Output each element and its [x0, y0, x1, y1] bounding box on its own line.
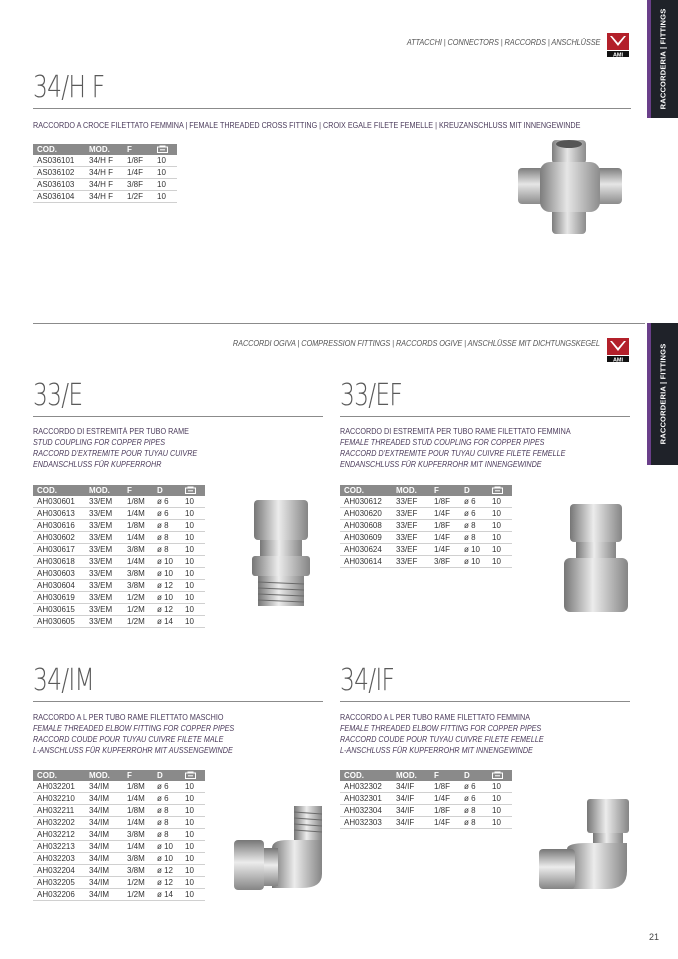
product-image-female-stud-coupling [562, 502, 630, 619]
table-row [33, 793, 205, 805]
col-header: COD. [340, 485, 392, 496]
table-cell: 34/H F [85, 155, 123, 167]
table-cell: 1/4M [123, 508, 153, 520]
table-cell: 33/EF [392, 556, 430, 568]
table-cell: 1/8M [123, 496, 153, 508]
table-cell: 3/8F [123, 179, 153, 191]
col-header: MOD. [85, 485, 123, 496]
col-header-pack [488, 770, 512, 781]
table-cell: 1/8F [430, 805, 460, 817]
table-header-row [33, 770, 205, 781]
table-cell: 34/IM [85, 865, 123, 877]
table-cell: 1/2M [123, 592, 153, 604]
table-cell: AH030618 [33, 556, 85, 568]
table-cell: 33/EM [85, 532, 123, 544]
col-header: D [153, 770, 181, 781]
side-tab-middle [647, 323, 678, 465]
table-cell: AH030612 [340, 496, 392, 508]
col-header-pack [153, 144, 177, 155]
table-cell: 3/8M [123, 544, 153, 556]
table-cell: 10 [181, 805, 205, 817]
table-cell: AH030608 [340, 520, 392, 532]
table-cell: 3/8M [123, 865, 153, 877]
table-cell: ø 10 [153, 841, 181, 853]
description-34hf [33, 120, 580, 131]
table-cell: 10 [488, 496, 512, 508]
table-cell: 10 [181, 496, 205, 508]
table-cell: 10 [181, 841, 205, 853]
table-cell: 10 [181, 508, 205, 520]
table-cell: 10 [181, 616, 205, 628]
table-cell: AH032204 [33, 865, 85, 877]
col-header: D [460, 485, 488, 496]
table-cell: 34/IM [85, 889, 123, 901]
table-cell: 10 [181, 853, 205, 865]
table-cell: 33/EM [85, 520, 123, 532]
table-cell: 1/2M [123, 616, 153, 628]
table-cell: 33/EM [85, 508, 123, 520]
table-row [33, 781, 205, 793]
table-row [33, 520, 205, 532]
table-cell: 33/EF [392, 520, 430, 532]
description-34if [340, 712, 544, 756]
table-cell: 1/2F [123, 191, 153, 203]
table-cell: ø 6 [460, 508, 488, 520]
table-cell: ø 8 [460, 532, 488, 544]
table-row [33, 805, 205, 817]
col-header: MOD. [85, 144, 123, 155]
table-cell: 10 [181, 793, 205, 805]
page-number: 21 [649, 932, 660, 942]
table-row [33, 496, 205, 508]
description-line: RACCORDO A L PER TUBO RAME FILETTATO MASCHIO [33, 713, 224, 722]
table-cell: AH032213 [33, 841, 85, 853]
description-line: RACCORD D'EXTREMITE POUR TUYAU CUIVRE [33, 449, 198, 458]
svg-text:AMI: AMI [612, 357, 624, 364]
table-cell: AH030603 [33, 568, 85, 580]
table-cell: ø 8 [153, 520, 181, 532]
table-cell: 1/8F [430, 781, 460, 793]
spec-table-34im [33, 770, 205, 901]
table-cell: AS036102 [33, 167, 85, 179]
description-34im [33, 712, 234, 756]
table-cell: 10 [181, 544, 205, 556]
table-cell: 33/EM [85, 592, 123, 604]
table-cell: 33/EM [85, 544, 123, 556]
table-cell: AH032212 [33, 829, 85, 841]
col-header: MOD. [392, 770, 430, 781]
table-cell: ø 8 [153, 805, 181, 817]
table-cell: 10 [181, 520, 205, 532]
table-cell: 34/IM [85, 829, 123, 841]
table-row [340, 496, 512, 508]
spec-table-33e [33, 485, 205, 628]
table-cell: 34/H F [85, 167, 123, 179]
table-cell: 10 [488, 520, 512, 532]
table-cell: AH030614 [340, 556, 392, 568]
table-cell: AH030615 [33, 604, 85, 616]
table-cell: 1/8F [430, 520, 460, 532]
table-row [340, 556, 512, 568]
table-cell: 34/IF [392, 781, 430, 793]
table-cell: 10 [181, 592, 205, 604]
product-image-stud-coupling [248, 498, 314, 615]
table-cell: 1/8M [123, 520, 153, 532]
table-header-row [33, 144, 177, 155]
table-row [340, 817, 512, 829]
table-cell: 34/IM [85, 877, 123, 889]
table-cell: 10 [488, 508, 512, 520]
table-cell: ø 8 [153, 544, 181, 556]
table-cell: 1/4M [123, 556, 153, 568]
table-cell: 10 [488, 781, 512, 793]
table-cell: AH030601 [33, 496, 85, 508]
table-cell: AS036101 [33, 155, 85, 167]
table-row [33, 817, 205, 829]
table-cell: 1/4F [430, 817, 460, 829]
svg-text:AMI: AMI [612, 52, 624, 59]
pack-icon [492, 486, 503, 496]
table-cell: 34/H F [85, 191, 123, 203]
table-cell: ø 14 [153, 889, 181, 901]
table-cell: AH032203 [33, 853, 85, 865]
table-cell: AH032202 [33, 817, 85, 829]
table-cell: 34/IF [392, 805, 430, 817]
col-header-pack [181, 770, 205, 781]
table-row [33, 568, 205, 580]
table-row [340, 544, 512, 556]
table-cell: AH030619 [33, 592, 85, 604]
description-line: FEMALE THREADED ELBOW FITTING FOR COPPER PIPES [33, 724, 235, 733]
col-header: MOD. [85, 770, 123, 781]
table-cell: 1/4M [123, 532, 153, 544]
table-cell: 10 [181, 556, 205, 568]
table-row [33, 532, 205, 544]
table-cell: AH032303 [340, 817, 392, 829]
table-cell: ø 10 [153, 853, 181, 865]
table-row [33, 155, 177, 167]
table-cell: 34/H F [85, 179, 123, 191]
table-row [33, 829, 205, 841]
table-cell: 10 [181, 889, 205, 901]
pack-icon [492, 771, 503, 781]
col-header: F [123, 485, 153, 496]
table-cell: ø 12 [153, 580, 181, 592]
pack-icon [185, 486, 196, 496]
description-33e [33, 426, 197, 470]
side-tab-label: RACCORDERIA | FITTINGS [658, 343, 667, 445]
table-cell: 1/4M [123, 841, 153, 853]
table-header-row [340, 485, 512, 496]
table-cell: 1/2M [123, 877, 153, 889]
table-cell: AH030609 [340, 532, 392, 544]
table-cell: 3/8M [123, 580, 153, 592]
table-cell: AS036103 [33, 179, 85, 191]
table-cell: ø 8 [460, 805, 488, 817]
description-33ef [340, 426, 571, 470]
description-line: RACCORDO DI ESTREMITÀ PER TUBO RAME FILETTATO FEMMINA [340, 427, 571, 436]
table-row [340, 520, 512, 532]
title-rule [33, 701, 323, 702]
table-cell: 10 [181, 580, 205, 592]
category-line-top: ATTACCHI | CONNECTORS | RACCORDS | ANSCHLÜSSE [406, 38, 600, 47]
table-cell: ø 10 [153, 592, 181, 604]
brand-logo-middle [604, 337, 632, 363]
col-header: F [123, 770, 153, 781]
product-image-cross-fitting [518, 140, 622, 239]
table-cell: 10 [488, 544, 512, 556]
table-row [33, 604, 205, 616]
table-cell: 33/EF [392, 496, 430, 508]
description-line: L-ANSCHLUSS FÜR KUPFERROHR MIT INNENGEWINDE [340, 746, 533, 755]
table-cell: 34/IM [85, 781, 123, 793]
table-cell: 34/IM [85, 805, 123, 817]
table-cell: 10 [181, 604, 205, 616]
description-line: RACCORDO DI ESTREMITÀ PER TUBO RAME [33, 427, 189, 436]
table-row [33, 616, 205, 628]
table-cell: ø 6 [153, 508, 181, 520]
table-row [33, 865, 205, 877]
table-row [340, 532, 512, 544]
table-cell: ø 6 [153, 496, 181, 508]
table-cell: AH032206 [33, 889, 85, 901]
table-row [33, 191, 177, 203]
description-line: STUD COUPLING FOR COPPER PIPES [33, 438, 166, 447]
col-header-pack [181, 485, 205, 496]
table-row [340, 793, 512, 805]
table-cell: ø 6 [460, 793, 488, 805]
table-cell: ø 6 [460, 496, 488, 508]
table-cell: 10 [181, 532, 205, 544]
table-cell: 3/8F [430, 556, 460, 568]
table-cell: AH030617 [33, 544, 85, 556]
table-cell: 10 [488, 817, 512, 829]
table-cell: 10 [488, 793, 512, 805]
model-title-34im: 34/IM [33, 663, 94, 698]
table-cell: 10 [181, 877, 205, 889]
table-cell: ø 10 [460, 544, 488, 556]
table-cell: ø 8 [153, 817, 181, 829]
table-cell: 34/IM [85, 853, 123, 865]
title-rule [340, 701, 630, 702]
table-cell: 10 [488, 532, 512, 544]
model-title-33e: 33/E [33, 378, 83, 413]
table-cell: 1/4F [430, 544, 460, 556]
table-cell: ø 6 [153, 793, 181, 805]
pack-icon [157, 145, 168, 155]
table-cell: ø 14 [153, 616, 181, 628]
table-cell: AH030620 [340, 508, 392, 520]
table-cell: ø 6 [460, 781, 488, 793]
table-cell: 33/EF [392, 508, 430, 520]
table-cell: 34/IM [85, 841, 123, 853]
table-cell: 1/4F [430, 532, 460, 544]
table-cell: AH032304 [340, 805, 392, 817]
title-rule [340, 416, 630, 417]
description-line: FEMALE THREADED ELBOW FITTING FOR COPPER PIPES [340, 724, 542, 733]
table-cell: ø 12 [153, 877, 181, 889]
table-cell: 33/EM [85, 604, 123, 616]
table-cell: 33/EM [85, 616, 123, 628]
col-header: F [430, 485, 460, 496]
table-cell: 33/EF [392, 544, 430, 556]
table-cell: AH030605 [33, 616, 85, 628]
table-cell: 10 [181, 781, 205, 793]
model-title-34hf: 34/H F [33, 70, 105, 105]
col-header: F [430, 770, 460, 781]
table-row [33, 167, 177, 179]
table-row [340, 805, 512, 817]
model-title-33ef: 33/EF [340, 378, 403, 413]
description-line: FEMALE THREADED STUD COUPLING FOR COPPER PIPES [340, 438, 545, 447]
model-title-34if: 34/IF [340, 663, 395, 698]
table-cell: ø 8 [153, 829, 181, 841]
table-cell: AH030616 [33, 520, 85, 532]
table-cell: AH030624 [340, 544, 392, 556]
table-row [33, 556, 205, 568]
table-row [33, 508, 205, 520]
table-cell: AH032201 [33, 781, 85, 793]
col-header: COD. [33, 770, 85, 781]
table-cell: 10 [153, 191, 177, 203]
table-row [340, 781, 512, 793]
pack-icon [185, 771, 196, 781]
col-header: COD. [340, 770, 392, 781]
table-cell: ø 10 [460, 556, 488, 568]
table-cell: 1/4F [430, 793, 460, 805]
table-cell: 3/8M [123, 829, 153, 841]
spec-table-34hf [33, 144, 177, 203]
description-line: ENDANSCHLUSS FÜR KUPFERROHR [33, 460, 162, 469]
table-cell: ø 12 [153, 865, 181, 877]
col-header: COD. [33, 144, 85, 155]
table-cell: 1/2M [123, 889, 153, 901]
table-cell: AH032211 [33, 805, 85, 817]
col-header-pack [488, 485, 512, 496]
table-cell: 10 [181, 568, 205, 580]
description-line: RACCORD COUDE POUR TUYAU CUIVRE FILETE MALE [33, 735, 224, 744]
table-cell: 1/4M [123, 817, 153, 829]
table-cell: 34/IM [85, 817, 123, 829]
table-cell: 10 [488, 556, 512, 568]
table-row [33, 592, 205, 604]
table-cell: ø 10 [153, 556, 181, 568]
table-cell: ø 8 [460, 520, 488, 532]
category-line-middle: RACCORDI OGIVA | COMPRESSION FITTINGS | RACCORDS OGIVE | ANSCHLÜSSE MIT DICHTUNGSKEGEL [233, 339, 600, 348]
table-cell: AH032205 [33, 877, 85, 889]
description-line: RACCORD D'EXTREMITE POUR TUYAU CUIVRE FILETE FEMELLE [340, 449, 566, 458]
table-cell: 1/8F [430, 496, 460, 508]
col-header: D [460, 770, 488, 781]
table-cell: ø 12 [153, 604, 181, 616]
title-rule [33, 108, 631, 109]
table-cell: 34/IM [85, 793, 123, 805]
description-line: RACCORDO A L PER TUBO RAME FILETTATO FEMMINA [340, 713, 531, 722]
product-image-male-elbow-fitting [232, 804, 326, 899]
table-row [33, 853, 205, 865]
description-line: ENDANSCHLUSS FÜR KUPFERROHR MIT INNENGEWINDE [340, 460, 542, 469]
table-cell: 1/4F [430, 508, 460, 520]
table-cell: 1/8M [123, 805, 153, 817]
table-cell: 10 [181, 865, 205, 877]
table-header-row [340, 770, 512, 781]
table-row [33, 877, 205, 889]
table-cell: 3/8M [123, 568, 153, 580]
table-cell: 33/EM [85, 556, 123, 568]
table-cell: 3/8M [123, 853, 153, 865]
table-cell: ø 10 [153, 568, 181, 580]
table-cell: 1/8F [123, 155, 153, 167]
spec-table-33ef [340, 485, 512, 568]
side-tab-top [647, 0, 678, 118]
product-image-female-elbow-fitting [537, 797, 633, 898]
table-cell: 10 [153, 179, 177, 191]
table-cell: 10 [488, 805, 512, 817]
table-cell: ø 8 [460, 817, 488, 829]
side-tab-label: RACCORDERIA | FITTINGS [658, 8, 667, 110]
col-header: MOD. [392, 485, 430, 496]
table-cell: AH030613 [33, 508, 85, 520]
table-cell: AH030602 [33, 532, 85, 544]
table-cell: 1/8M [123, 781, 153, 793]
table-row [33, 179, 177, 191]
table-cell: ø 6 [153, 781, 181, 793]
table-cell: 10 [153, 155, 177, 167]
table-row [33, 889, 205, 901]
table-row [33, 841, 205, 853]
description-line: RACCORDO A CROCE FILETTATO FEMMINA | FEMALE THREADED CROSS FITTING | CROIX EGALE FILETE FEMELLE | KREUZANSCHLUSS MIT INNENGEWINDE [33, 121, 581, 130]
table-cell: 1/2M [123, 604, 153, 616]
table-cell: AH032302 [340, 781, 392, 793]
table-cell: 33/EM [85, 568, 123, 580]
col-header: F [123, 144, 153, 155]
description-line: RACCORD COUDE POUR TUYAU CUIVRE FILETE FEMELLE [340, 735, 544, 744]
table-header-row [33, 485, 205, 496]
table-cell: ø 8 [153, 532, 181, 544]
col-header: COD. [33, 485, 85, 496]
brand-logo-top [604, 32, 632, 58]
table-cell: 1/4M [123, 793, 153, 805]
table-cell: 33/EM [85, 580, 123, 592]
table-cell: AH032210 [33, 793, 85, 805]
table-cell: 33/EM [85, 496, 123, 508]
table-row [33, 544, 205, 556]
table-cell: 10 [153, 167, 177, 179]
table-cell: 10 [181, 829, 205, 841]
description-line: L-ANSCHLUSS FÜR KUPFERROHR MIT AUSSENGEWINDE [33, 746, 233, 755]
spec-table-34if [340, 770, 512, 829]
table-cell: 10 [181, 817, 205, 829]
col-header: D [153, 485, 181, 496]
section-separator [33, 323, 645, 324]
table-cell: AS036104 [33, 191, 85, 203]
table-cell: 33/EF [392, 532, 430, 544]
table-cell: 34/IF [392, 817, 430, 829]
table-cell: AH032301 [340, 793, 392, 805]
table-cell: 1/4F [123, 167, 153, 179]
table-row [340, 508, 512, 520]
table-row [33, 580, 205, 592]
table-cell: 34/IF [392, 793, 430, 805]
table-cell: AH030604 [33, 580, 85, 592]
title-rule [33, 416, 323, 417]
